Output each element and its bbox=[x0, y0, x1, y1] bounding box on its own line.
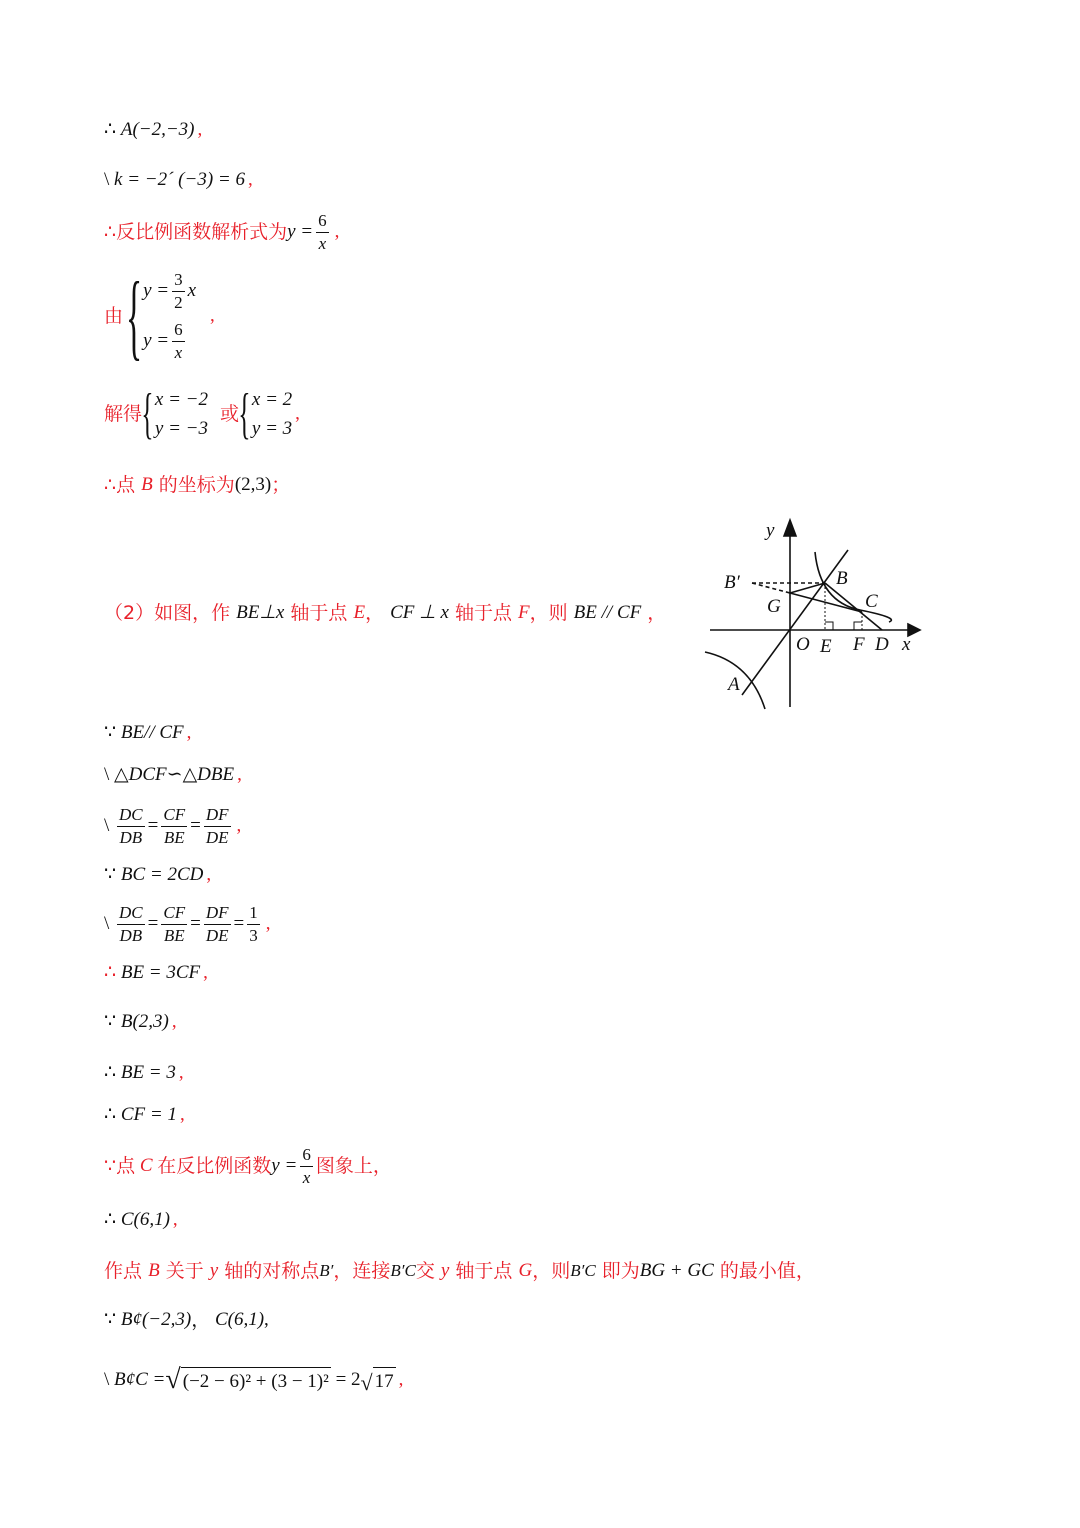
step-ratio: \ $\frac{DC}{DB}$ = $\frac{CF}{BE}$ = $\frac{DF}{DE}$ , bbox=[104, 804, 242, 847]
therefore-symbol: ∴ bbox=[104, 119, 117, 140]
solution-1: x = −2 y = −3 bbox=[154, 388, 208, 439]
step-reflection: 作点 B 关于 y 轴的对称点 B′ ，连接 B′C 交 y 轴于点 G ，则 B′C 即为 BG + GC 的最小值， bbox=[104, 1260, 815, 1282]
label-g: G bbox=[767, 596, 781, 617]
step-cf-1: ∴ CF = 1 , bbox=[104, 1104, 185, 1125]
step-b-given: ∵ B(2,3) , bbox=[104, 1011, 177, 1032]
left-brace: { bbox=[238, 383, 251, 445]
step-be-3: ∴ BE = 3 , bbox=[104, 1062, 184, 1083]
right-angle-e-icon bbox=[825, 622, 833, 630]
label-b-prime: B′ bbox=[724, 572, 740, 593]
step-be-3cf: ∴ BE = 3CF , bbox=[104, 962, 208, 983]
label-a: A bbox=[728, 674, 740, 695]
step-c-on-curve: ∵点 C 在反比例函数 y = $\frac{6}{x}$ 图象上， bbox=[104, 1144, 392, 1187]
step-k-value bbox=[104, 168, 253, 192]
comma: , bbox=[197, 119, 203, 140]
left-brace: { bbox=[141, 383, 154, 445]
right-angle-f-icon bbox=[854, 622, 862, 630]
step-distance: \ B¢C = √ (−2 − 6)² + (3 − 1)² = 2 √ 17 , bbox=[104, 1364, 404, 1395]
comma: , bbox=[210, 305, 215, 326]
step-c-coordinates: ∴ C(6,1) , bbox=[104, 1209, 178, 1230]
square-root: √ 17 bbox=[361, 1367, 396, 1394]
math-expression: k = −2´ (−3) = 6 bbox=[114, 169, 245, 190]
comma: , bbox=[334, 221, 340, 242]
square-root: √ (−2 − 6)² + (3 − 1)² bbox=[165, 1364, 329, 1395]
label-c: C bbox=[865, 591, 878, 612]
comma: , bbox=[295, 403, 300, 424]
prefix-text: 由 bbox=[104, 305, 124, 327]
or-text: 或 bbox=[219, 403, 239, 425]
step-coordinates-bprime-c: ∵ B¢(−2,3) ， C(6,1) , bbox=[104, 1309, 269, 1331]
step-part-2: （2）如图，作 BE⊥x 轴于点 E ， CF ⊥ x 轴于点 F ，则 BE // CF ， bbox=[104, 602, 667, 624]
step-function-expression bbox=[104, 208, 339, 256]
step-parallel: ∵ BE// CF , bbox=[104, 722, 192, 743]
dashed-bprime-g bbox=[752, 583, 790, 593]
label-o: O bbox=[796, 634, 810, 655]
label-y: y bbox=[766, 520, 775, 541]
label-e: E bbox=[820, 636, 832, 657]
label-b: B bbox=[836, 568, 848, 589]
math-lhs: y = bbox=[287, 221, 314, 242]
solution-2: x = 2 y = 3 bbox=[251, 388, 293, 439]
fraction: $\frac{6}{x}$ bbox=[318, 210, 327, 253]
step-ratio-value: \ $\frac{DC}{DB}$ = $\frac{CF}{BE}$ = $\frac{DF}{DE}$ = $\frac{1}{3}$ , bbox=[104, 902, 271, 945]
step-similar-triangles: \ △DCF∽△DBE , bbox=[104, 764, 242, 785]
step-equation-system bbox=[104, 262, 215, 369]
step-solutions bbox=[104, 384, 300, 444]
label-x: x bbox=[902, 634, 911, 655]
therefore-symbol: \ bbox=[104, 169, 110, 190]
hyperbola-branch-1 bbox=[815, 552, 891, 622]
left-brace: { bbox=[125, 262, 143, 369]
geometry-diagram bbox=[700, 512, 930, 712]
step-bc-2cd: ∵ BC = 2CD , bbox=[104, 864, 212, 885]
y-axis-arrow-icon bbox=[784, 520, 796, 536]
comma: , bbox=[247, 169, 253, 190]
statement-text: ∴反比例函数解析式为 bbox=[104, 221, 288, 243]
step-point-b: ∴点 B 的坐标为 (2,3) ； bbox=[104, 474, 291, 496]
equation-system: y = $\frac{3}{2}$ x y = $\frac{6}{x}$ bbox=[143, 269, 197, 362]
segment-gc bbox=[790, 593, 862, 612]
step-a-coordinates bbox=[104, 118, 202, 142]
prefix-text: 解得 bbox=[104, 403, 143, 425]
label-d: D bbox=[875, 634, 889, 655]
label-f: F bbox=[853, 634, 865, 655]
math-expression: A(−2,−3) bbox=[120, 119, 195, 140]
